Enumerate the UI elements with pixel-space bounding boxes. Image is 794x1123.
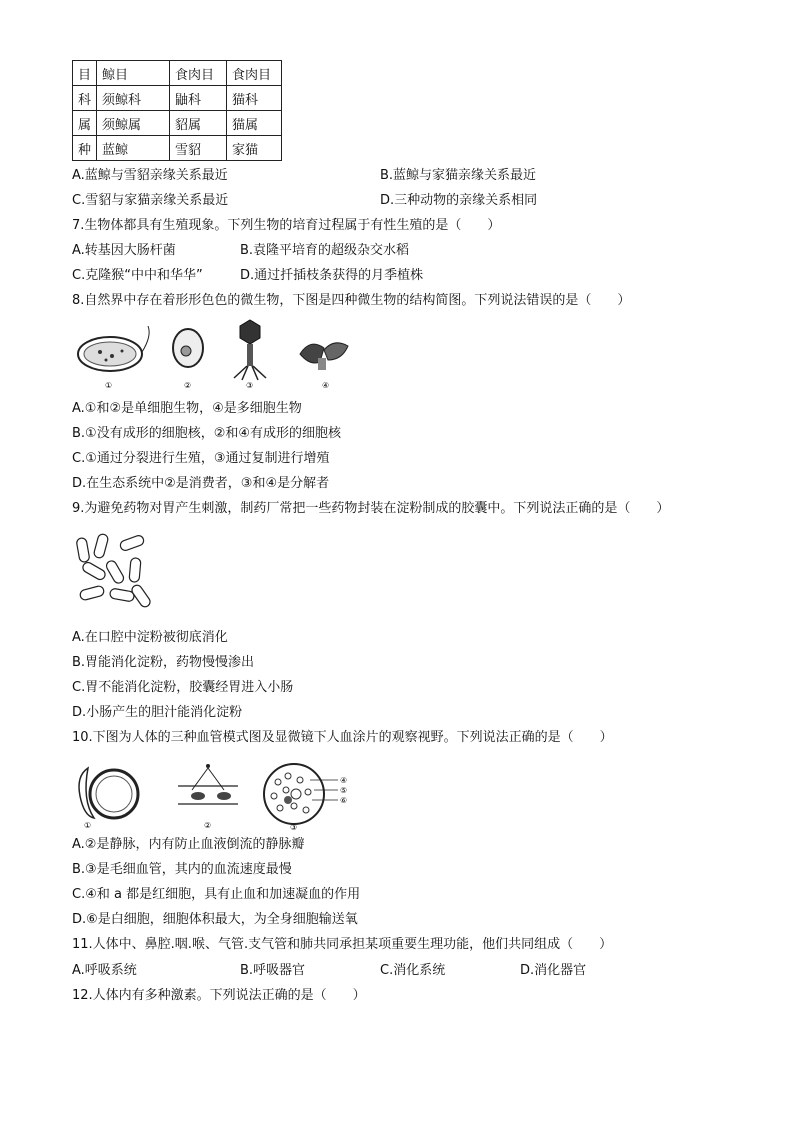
q8-stem: 8.自然界中存在着形形色色的微生物，下图是四种微生物的结构简图。下列说法错误的是（ ） xyxy=(72,293,631,308)
table-cell: 属 xyxy=(73,111,97,136)
blood-vessels-figure xyxy=(74,760,364,832)
q8-option-a: A.①和②是单细胞生物，④是多细胞生物 xyxy=(72,401,302,416)
table-row xyxy=(73,86,282,111)
capillary-illustration xyxy=(178,764,238,804)
q11-option-b: B.呼吸器官 xyxy=(240,963,306,978)
table-row xyxy=(73,111,282,136)
table-cell: 食肉目 xyxy=(170,61,227,86)
bacterium-illustration xyxy=(78,326,149,371)
q10-option-d: D.⑥是白细胞，细胞体积最大，为全身细胞输送氧 xyxy=(72,912,358,927)
blood-smear-illustration xyxy=(264,764,347,824)
table-cell: 科 xyxy=(73,86,97,111)
microorganisms-figure xyxy=(72,316,362,392)
q8-option-b: B.①没有成形的细胞核，②和④有成形的细胞核 xyxy=(72,426,342,441)
table-cell: 鼬科 xyxy=(170,86,227,111)
table-cell: 家猫 xyxy=(227,136,282,161)
figure-label-6: ⑥ xyxy=(340,796,348,805)
table-cell: 鲸目 xyxy=(97,61,170,86)
q7-stem: 7.生物体都具有生殖现象。下列生物的培育过程属于有性生殖的是（ ） xyxy=(72,218,501,233)
figure-label-2: ② xyxy=(204,821,212,830)
figure-label-5: ⑤ xyxy=(340,786,348,795)
q11-stem: 11.人体中、鼻腔.咽.喉、气管.支气管和肺共同承担某项重要生理功能，他们共同组成（ ） xyxy=(72,937,613,952)
figure-label-1: ① xyxy=(105,381,113,390)
q9-stem: 9.为避免药物对胃产生刺激，制药厂常把一些药物封装在淀粉制成的胶囊中。下列说法正确的是（ ） xyxy=(72,501,670,516)
table-cell: 猫科 xyxy=(227,86,282,111)
table-cell: 须鲸科 xyxy=(97,86,170,111)
q6-option-b: B.蓝鲸与家猫亲缘关系最近 xyxy=(380,168,537,183)
table-cell: 雪貂 xyxy=(170,136,227,161)
q6-option-c: C.雪貂与家猫亲缘关系最近 xyxy=(72,193,229,208)
q11-option-d: D.消化器官 xyxy=(520,963,587,978)
q6-option-d: D.三种动物的亲缘关系相同 xyxy=(380,193,538,208)
figure-label-2: ② xyxy=(184,381,192,390)
classification-table xyxy=(72,60,282,161)
figure-label-4: ④ xyxy=(340,776,348,785)
mushroom-illustration xyxy=(300,343,348,370)
q10-stem: 10.下图为人体的三种血管模式图及显微镜下人血涂片的观察视野。下列说法正确的是（ ） xyxy=(72,730,613,745)
table-cell: 目 xyxy=(73,61,97,86)
artery-vein-illustration xyxy=(79,768,138,818)
figure-label-3: ③ xyxy=(246,381,254,390)
q10-option-b: B.③是毛细血管，其内的血流速度最慢 xyxy=(72,862,292,877)
q10-option-c: C.④和 a 都是红细胞，具有止血和加速凝血的作用 xyxy=(72,887,361,902)
table-row xyxy=(73,61,282,86)
q9-option-d: D.小肠产生的胆汁能消化淀粉 xyxy=(72,705,243,720)
q12-stem: 12.人体内有多种激素。下列说法正确的是（ ） xyxy=(72,988,366,1003)
q9-option-b: B.胃能消化淀粉，药物慢慢渗出 xyxy=(72,655,255,670)
table-cell: 食肉目 xyxy=(227,61,282,86)
q9-option-c: C.胃不能消化淀粉，胶囊经胃进入小肠 xyxy=(72,680,294,695)
q8-option-d: D.在生态系统中②是消费者，③和④是分解者 xyxy=(72,476,330,491)
bacteriophage-illustration xyxy=(234,320,266,380)
q9-option-a: A.在口腔中淀粉被彻底消化 xyxy=(72,630,228,645)
capsules-illustration xyxy=(74,532,158,612)
table-cell: 貂属 xyxy=(170,111,227,136)
yeast-illustration xyxy=(173,329,203,367)
q7-option-d: D.通过扦插枝条获得的月季植株 xyxy=(240,268,424,283)
q7-option-a: A.转基因大肠杆菌 xyxy=(72,243,176,258)
table-cell: 须鲸属 xyxy=(97,111,170,136)
q7-option-c: C.克隆猴“中中和华华” xyxy=(72,268,203,283)
table-cell: 猫属 xyxy=(227,111,282,136)
table-row xyxy=(73,136,282,161)
q11-option-a: A.呼吸系统 xyxy=(72,963,137,978)
q11-option-c: C.消化系统 xyxy=(380,963,446,978)
figure-label-3: ③ xyxy=(290,823,298,832)
figure-label-4: ④ xyxy=(322,381,330,390)
q10-option-a: A.②是静脉，内有防止血液倒流的静脉瓣 xyxy=(72,837,305,852)
q6-option-a: A.蓝鲸与雪貂亲缘关系最近 xyxy=(72,168,228,183)
table-cell: 种 xyxy=(73,136,97,161)
table-cell: 蓝鲸 xyxy=(97,136,170,161)
q7-option-b: B.袁隆平培育的超级杂交水稻 xyxy=(240,243,410,258)
q8-option-c: C.①通过分裂进行生殖，③通过复制进行增殖 xyxy=(72,451,330,466)
figure-label-1: ① xyxy=(84,821,92,830)
